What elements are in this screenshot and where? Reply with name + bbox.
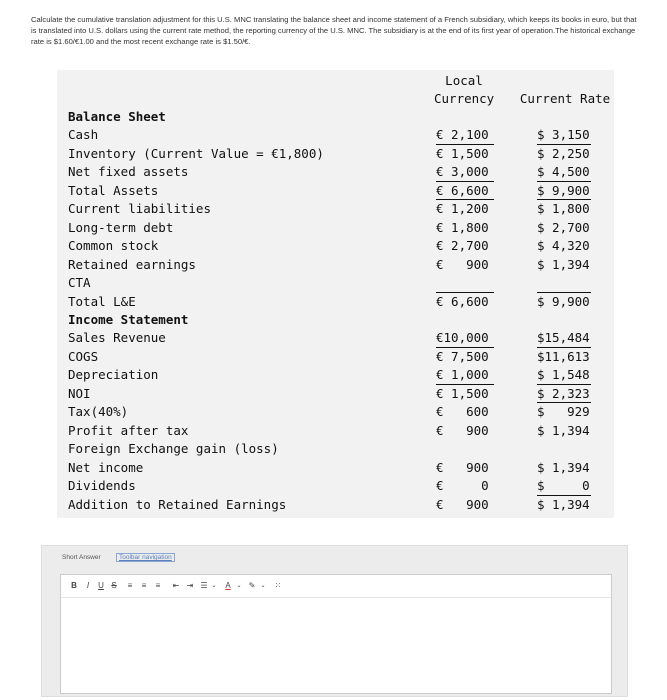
local-value: € 0	[436, 478, 489, 493]
chevron-down-icon[interactable]: ⌄	[260, 583, 266, 589]
local-value: € 1,800	[436, 220, 489, 235]
row-label: COGS	[68, 349, 99, 364]
table-row	[0, 459, 667, 477]
underline	[537, 181, 591, 182]
font-color-icon[interactable]: A	[225, 581, 231, 590]
current-value: $15,484	[537, 330, 590, 345]
row-label: Balance Sheet	[68, 109, 166, 124]
row-label: Dividends	[68, 478, 136, 493]
table-row	[0, 182, 667, 200]
short-answer-panel	[41, 545, 628, 697]
local-value: €10,000	[436, 330, 489, 345]
current-value: $11,613	[537, 349, 590, 364]
row-label: Inventory (Current Value = €1,800)	[68, 146, 324, 161]
table-row	[0, 496, 667, 514]
table-row	[0, 256, 667, 274]
header-local-line-1: Local	[445, 73, 483, 88]
question-text: Calculate the cumulative translation adjustment for this U.S. MNC translating the balance sheet and income statement of a French subsidiary, which keeps its books in euro, but that is translated into U.S. dollars using the current rate method, the reporting currency of the U.S. MNC. The subsidiary is at the end of its first year of operation.The historical exchange rate is $1.60/€1.00 and the most recent exchange rate is $1.50/€.	[31, 15, 637, 46]
table-row	[0, 145, 667, 163]
row-label: Net fixed assets	[68, 164, 189, 179]
table-row	[0, 440, 667, 458]
row-label: Depreciation	[68, 367, 159, 382]
bullet-list-icon[interactable]: ☰	[200, 581, 208, 590]
row-label: Total Assets	[68, 183, 159, 198]
current-value: $ 9,900	[537, 294, 590, 309]
local-value: € 900	[436, 257, 489, 272]
local-value: € 1,500	[436, 146, 489, 161]
table-row	[0, 329, 667, 347]
row-label: Total L&E	[68, 294, 136, 309]
short-answer-label: Short Answer	[62, 554, 101, 561]
current-value: $ 1,800	[537, 201, 590, 216]
current-value: $ 1,394	[537, 460, 590, 475]
table-row	[0, 366, 667, 384]
underline	[537, 402, 591, 403]
header-local-currency	[434, 72, 494, 108]
row-label: CTA	[68, 275, 91, 290]
row-label: Net income	[68, 460, 144, 475]
local-value: € 900	[436, 460, 489, 475]
strikethrough-button[interactable]: S	[111, 581, 117, 590]
answer-editor	[60, 574, 612, 694]
table-row	[0, 403, 667, 421]
current-value: $ 1,394	[537, 423, 590, 438]
current-value: $ 3,150	[537, 127, 590, 142]
underline	[436, 292, 494, 293]
local-value: € 900	[436, 497, 489, 512]
current-value: $ 1,548	[537, 367, 590, 382]
row-label: Foreign Exchange gain (loss)	[68, 441, 279, 456]
underline	[537, 495, 591, 496]
current-value: $ 2,700	[537, 220, 590, 235]
table-row	[0, 385, 667, 403]
underline	[537, 144, 591, 145]
italic-button[interactable]: I	[86, 581, 90, 590]
row-label: Retained earnings	[68, 257, 196, 272]
local-value: € 2,700	[436, 238, 489, 253]
align-left-icon[interactable]: ≡	[127, 581, 133, 590]
table-row	[0, 311, 667, 329]
row-label: Cash	[68, 127, 99, 142]
underline	[436, 347, 494, 348]
underline	[537, 384, 591, 385]
current-value: $ 929	[537, 404, 590, 419]
row-label: Sales Revenue	[68, 330, 166, 345]
current-value: $ 1,394	[537, 497, 590, 512]
table-row	[0, 108, 667, 126]
local-value: € 2,100	[436, 127, 489, 142]
local-value: € 6,600	[436, 183, 489, 198]
row-label: Tax(40%)	[68, 404, 129, 419]
row-label: Common stock	[68, 238, 159, 253]
table-row	[0, 219, 667, 237]
editor-toolbar	[61, 575, 611, 598]
current-value: $ 1,394	[537, 257, 590, 272]
row-label: Current liabilities	[68, 201, 211, 216]
table-row	[0, 293, 667, 311]
local-value: € 1,200	[436, 201, 489, 216]
local-value: € 3,000	[436, 164, 489, 179]
toolbar-navigation-link[interactable]: Toolbar navigation	[116, 553, 175, 562]
local-value: € 1,500	[436, 386, 489, 401]
row-label: Income Statement	[68, 312, 189, 327]
underline	[436, 199, 494, 200]
local-value: € 900	[436, 423, 489, 438]
bold-button[interactable]: B	[71, 581, 77, 590]
underline	[537, 199, 591, 200]
underline	[537, 347, 591, 348]
underline	[436, 144, 494, 145]
local-value: € 600	[436, 404, 489, 419]
table-row	[0, 422, 667, 440]
local-value: € 6,600	[436, 294, 489, 309]
underline-button[interactable]: U	[98, 581, 104, 590]
highlight-pen-icon[interactable]: ✎	[248, 581, 256, 590]
indent-icon[interactable]: ⇥	[186, 581, 194, 590]
align-center-icon[interactable]: ≡	[141, 581, 147, 590]
current-value: $ 2,323	[537, 386, 590, 401]
current-value: $ 9,900	[537, 183, 590, 198]
row-label: NOI	[68, 386, 91, 401]
current-value: $ 2,250	[537, 146, 590, 161]
local-value: € 1,000	[436, 367, 489, 382]
underline	[436, 384, 494, 385]
header-current-rate: Current Rate	[519, 91, 611, 106]
local-value: € 7,500	[436, 349, 489, 364]
current-value: $ 0	[537, 478, 590, 493]
more-options-icon[interactable]: ⁙	[274, 581, 282, 590]
header-local-line-2: Currency	[434, 91, 495, 106]
row-label: Profit after tax	[68, 423, 189, 438]
current-value: $ 4,320	[537, 238, 590, 253]
current-value: $ 4,500	[537, 164, 590, 179]
table-row	[0, 126, 667, 144]
chevron-down-icon[interactable]: ⌄	[211, 583, 217, 589]
table-row	[0, 274, 667, 292]
chevron-down-icon[interactable]: ⌄	[236, 583, 242, 589]
align-right-icon[interactable]: ≡	[155, 581, 161, 590]
table-row	[0, 163, 667, 181]
row-label: Addition to Retained Earnings	[68, 497, 287, 512]
answer-text-area[interactable]	[61, 598, 611, 692]
outdent-icon[interactable]: ⇤	[172, 581, 180, 590]
table-row	[0, 348, 667, 366]
row-label: Long-term debt	[68, 220, 174, 235]
table-row	[0, 200, 667, 218]
underline	[436, 181, 494, 182]
table-row	[0, 237, 667, 255]
table-row	[0, 477, 667, 495]
underline	[537, 292, 591, 293]
